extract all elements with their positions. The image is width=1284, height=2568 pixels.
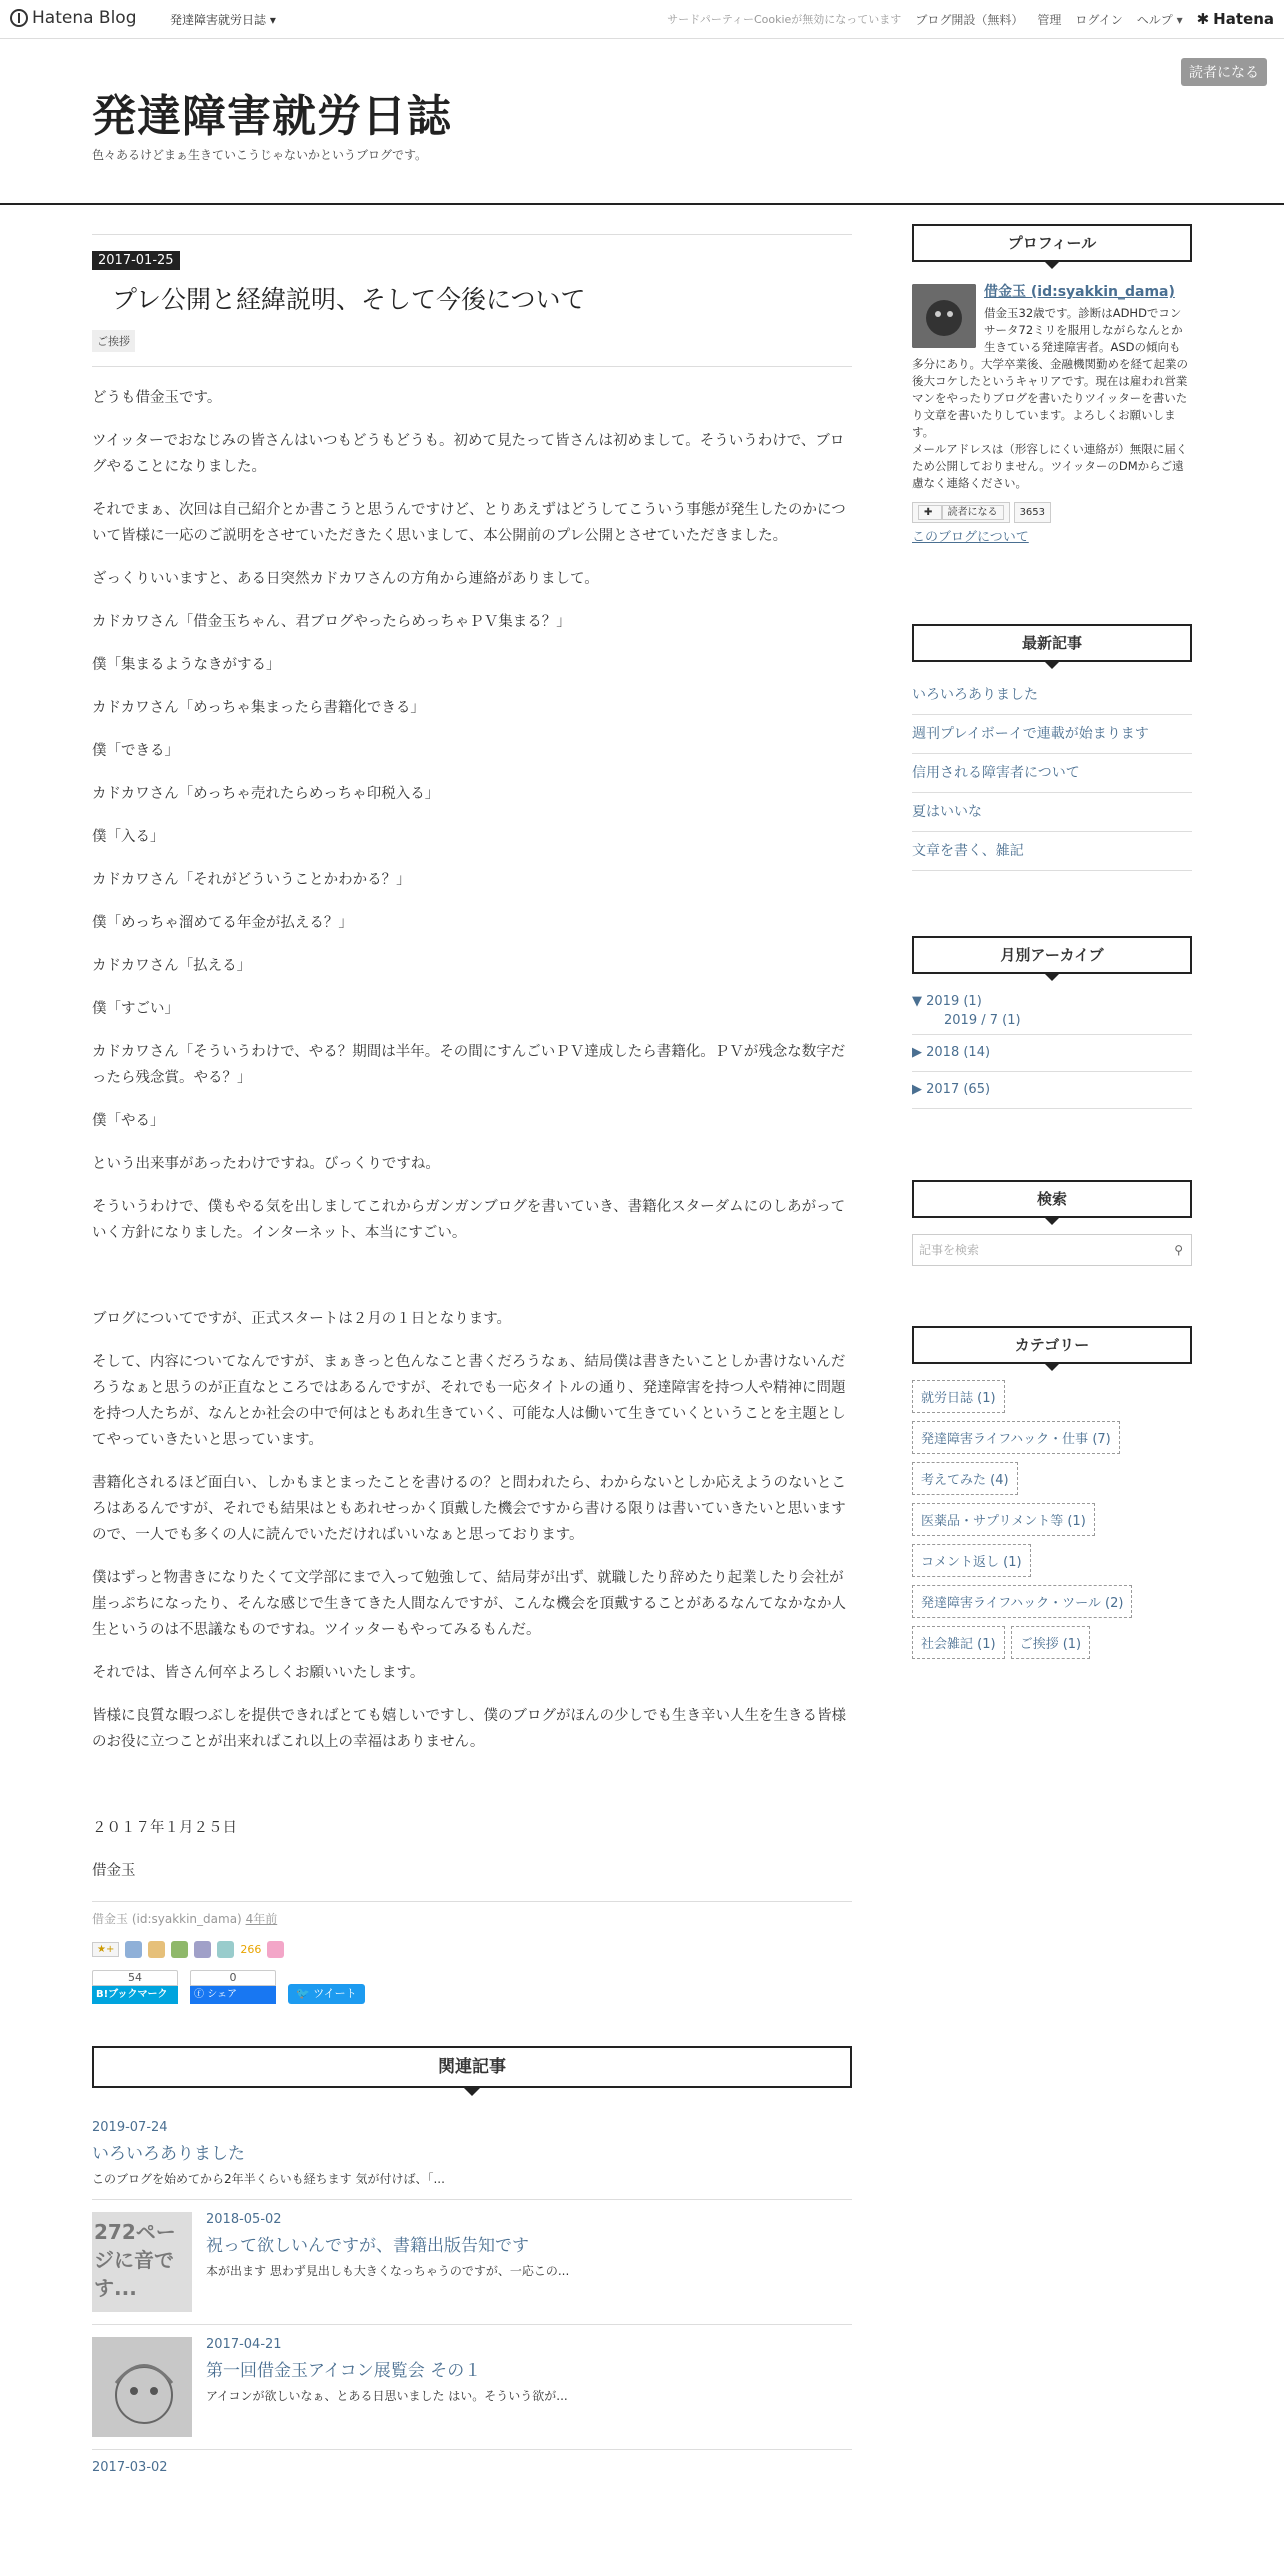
help-menu[interactable]: ヘルプ ▾ [1136, 12, 1183, 27]
archive-month-2019-7[interactable]: 2019 / 7 (1) [944, 1013, 1021, 1028]
article-paragraph: カドカワさん「そういうわけで、やる？期間は半年。その間にすんごいＰＶ達成したら書籍化。ＰＶが残念な数字だったら残念賞。やる？」 [92, 1044, 846, 1086]
facebook-widget[interactable] [190, 1970, 276, 2004]
related-thumbnail[interactable]: 272ページに音です... [92, 2212, 192, 2312]
hatena-star-icon: ✱ [1196, 10, 1210, 28]
plus-icon: ✚ [918, 505, 942, 520]
related-heading: 関連記事 [92, 2046, 852, 2088]
related-item[interactable] [92, 2108, 852, 2200]
archive-module [912, 936, 1192, 1109]
star-user-icon[interactable] [171, 1941, 188, 1958]
article-footer [92, 1910, 852, 1927]
icon-drawing-thumbnail [94, 2343, 192, 2437]
time-ago[interactable]: 4年前 [245, 1912, 278, 1926]
reader-widget [912, 502, 1051, 523]
related-title[interactable]: いろいろありました [92, 2144, 245, 2164]
search-module [912, 1180, 1192, 1266]
subscribe-button[interactable]: 読者になる [1181, 58, 1267, 86]
tweet-button[interactable] [288, 1984, 365, 2004]
article-paragraph: 僕「やる」 [92, 1113, 165, 1129]
article-date[interactable]: 2017-01-25 [92, 251, 180, 270]
article-paragraph: という出来事があったわけですね。びっくりですね。 [92, 1156, 440, 1172]
related-excerpt: アイコンが欲しいなぁ、とある日思いました はい。そういう欲が... [206, 2389, 568, 2403]
related-date[interactable]: 2017-03-02 [92, 2460, 168, 2475]
category-tag[interactable]: 発達障害ライフハック・ツール (2) [912, 1585, 1132, 1618]
related-title[interactable]: 第一回借金玉アイコン展覧会 その１ [206, 2361, 482, 2381]
archive-year-2017[interactable]: ▶ 2017 (65) [912, 1072, 1192, 1109]
search-input[interactable] [912, 1234, 1192, 1266]
star-user-icon[interactable] [125, 1941, 142, 1958]
related-date[interactable]: 2017-04-21 [206, 2337, 282, 2352]
article-paragraph: ２０１７年１月２５日 [92, 1820, 237, 1836]
hatena-blog-logo[interactable] [10, 8, 137, 28]
article-paragraph: 僕「集まるようなきがする」 [92, 657, 281, 673]
category-list [912, 1380, 1192, 1659]
article-paragraph: カドカワさん「めっちゃ売れたらめっちゃ印税入る」 [92, 786, 440, 802]
global-header [0, 0, 1284, 39]
sidebar-subscribe-button[interactable] [912, 502, 1010, 523]
category-tag[interactable]: 医薬品・サプリメント等 (1) [912, 1503, 1095, 1536]
hatena-link[interactable] [1197, 10, 1274, 28]
article-paragraph: カドカワさん「それがどういうことかわかる？」 [92, 872, 411, 888]
star-area [92, 1941, 852, 1958]
article-paragraph: それでは、皆さん何卒よろしくお願いいたします。 [92, 1665, 425, 1681]
profile-body [912, 284, 1192, 546]
article-paragraph [92, 1263, 852, 1289]
article-paragraph: 僕はずっと物書きになりたくて文学部にまで入って勉強して、結局芽が出ず、就職したり辞めたり起業したり会社が崖っぷちになったり、そんな感じで生きてきた人間なんですが、こんな機会を頂戴することがあるなんてなかなか人生というのは不思議なものですね。ツイッターもやってみるもんだ。 [92, 1570, 846, 1638]
article-paragraph: カドカワさん「借金玉ちゃん、君ブログやったらめっちゃＰＶ集まる？」 [92, 614, 571, 630]
archive-list [912, 994, 1192, 1109]
module-title: カテゴリー [912, 1326, 1192, 1364]
category-module [912, 1326, 1192, 1659]
subscribe-label: 読者になる [942, 505, 1004, 520]
divider [92, 234, 852, 235]
recent-module [912, 624, 1192, 871]
related-item[interactable] [92, 2325, 852, 2450]
module-title: プロフィール [912, 224, 1192, 262]
author-link[interactable]: 借金玉 (id:syakkin_dama) [92, 1912, 242, 1926]
article-title[interactable]: プレ公開と経緯説明、そして今後について [112, 285, 586, 314]
related-list [92, 2108, 852, 2475]
share-count[interactable]: 0 [190, 1970, 276, 1986]
cookie-notice[interactable]: サードパーティーCookieが無効になっています [667, 13, 902, 26]
article-paragraph: どうも借金玉です。 [92, 390, 222, 406]
article-paragraph: それでまぁ、次回は自己紹介とか書こうと思うんですけど、とりあえずはどうしてこういう事態が発生したのかについて皆様に一応のご説明をさせていただきたく思いまして、本公開前のプレ公開とさせていただきました。 [92, 502, 846, 544]
blog-description: 色々あるけどまぁ生きていこうじゃないかというブログです。 [92, 148, 428, 162]
share-label: シェア [207, 1989, 237, 2000]
article-paragraph: そして、内容についてなんですが、まぁきっと色んなこと書くだろうなぁ、結局僕は書きたいことしか書けないんだろうなぁと思うのが正直なところではあるんですが、それでも一応タイトルの通り、発達障害を持つ人や精神に問題を持つ人たちが、なんとか社会の中で何はともあれ生きていく、可能な人は働いて生きていくということを主題としてやっていきたいと思っています。 [92, 1354, 846, 1448]
related-date[interactable]: 2018-05-02 [206, 2212, 282, 2227]
module-title: 月別アーカイブ [912, 936, 1192, 974]
archive-year-2018[interactable]: ▶ 2018 (14) [912, 1035, 1192, 1072]
recent-list [912, 676, 1192, 871]
divider [92, 1901, 852, 1902]
module-title: 検索 [912, 1180, 1192, 1218]
article-category[interactable]: ご挨拶 [92, 330, 135, 352]
recent-entry[interactable]: いろいろありました [912, 676, 1192, 715]
article-paragraph: 僕「めっちゃ溜めてる年金が払える？」 [92, 915, 353, 931]
category-tag[interactable]: 発達障害ライフハック・仕事 (7) [912, 1421, 1120, 1454]
about-blog-link[interactable]: このブログについて [912, 530, 1029, 545]
article-column [92, 234, 852, 2475]
reader-count[interactable]: 3653 [1014, 502, 1051, 523]
profile-bio: 借金玉32歳です。診断はADHDでコンサータ72ミリを服用しながらなんとか生きている発達障害者。ASDの傾向も多分にあり。大学卒業後、金融機関勤めを経て起業の後大コケしたというキャリアです。現在は雇われ営業マンをやったりブログを書いたりツイッターを書いたり文章を書いたりしています。よろしくお願いします。 [912, 306, 1188, 439]
article-paragraph: ツイッターでおなじみの皆さんはいつもどうもどうも。初めて見たって皆さんは初めまして。そういうわけで、ブログやることになりました。 [92, 433, 845, 475]
recent-entry[interactable]: 文章を書く、雑記 [912, 832, 1192, 871]
login-link[interactable]: ログイン [1075, 12, 1123, 27]
blog-header [0, 38, 1284, 205]
article-paragraph: ブログについてですが、正式スタートは２月の１日となります。 [92, 1311, 512, 1327]
profile-name[interactable]: 借金玉 (id:syakkin_dama) [984, 284, 1175, 300]
open-blog-link[interactable]: ブログ開設（無料） [915, 12, 1024, 27]
article-paragraph: 僕「できる」 [92, 743, 179, 759]
admin-link[interactable]: 管理 [1037, 12, 1062, 27]
related-excerpt: このブログを始めてから2年半くらいも経ちます 気が付けば、「... [92, 2172, 445, 2186]
article-paragraph: 僕「すごい」 [92, 1001, 179, 1017]
profile-avatar[interactable] [912, 284, 976, 348]
add-star-button[interactable]: ★+ [92, 1942, 119, 1957]
tweet-label: ツイート [313, 1987, 357, 2000]
star-user-icon[interactable] [217, 1941, 234, 1958]
article-paragraph: 皆様に良質な暇つぶしを提供できればとても嬉しいですし、僕のブログがほんの少しでも生き辛い人生を生きる皆様のお役に立つことが出来ればこれ以上の幸福はありません。 [92, 1708, 846, 1750]
article-paragraph: カドカワさん「払える」 [92, 958, 252, 974]
profile-module [912, 224, 1192, 546]
article-paragraph: 僕「入る」 [92, 829, 165, 845]
category-tag[interactable]: 考えてみた (4) [912, 1462, 1018, 1495]
facebook-share-button[interactable] [190, 1986, 276, 2004]
star-count[interactable]: 266 [240, 1943, 262, 1956]
related-thumbnail[interactable] [92, 2337, 192, 2437]
category-tag[interactable]: コメント返し (1) [912, 1544, 1031, 1577]
related-excerpt: 本が出ます 思わず見出しも大きくなっちゃうのですが、一応この... [206, 2264, 570, 2278]
category-tag[interactable]: ご挨拶 (1) [1011, 1626, 1091, 1659]
recent-entry[interactable]: 信用される障害者について [912, 754, 1192, 793]
article-body [92, 385, 852, 1884]
hatena-logo-icon [10, 9, 28, 27]
related-date[interactable]: 2019-07-24 [92, 2120, 168, 2135]
logo-text: Hatena Blog [32, 8, 137, 28]
recent-entry[interactable]: 週刊プレイボーイで連載が始まります [912, 715, 1192, 754]
divider [92, 366, 852, 367]
profile-mail-note: メールアドレスは（形容しにくい連絡が）無限に届くため公開しておりません。ツイッターのDMからご遠慮なく連絡ください。 [912, 442, 1188, 490]
avatar-image [912, 284, 976, 348]
facebook-icon: ⓕ [194, 1989, 208, 2000]
article-paragraph: そういうわけで、僕もやる気を出しましてこれからガンガンブログを書いていき、書籍化スターダムにのしあがっていく方針になりました。インターネット、本当にすごい。 [92, 1199, 846, 1241]
article-paragraph [92, 1772, 852, 1798]
category-tag[interactable]: 社会雑記 (1) [912, 1626, 1005, 1659]
related-item[interactable] [92, 2200, 852, 2325]
star-user-icon[interactable] [148, 1941, 165, 1958]
article-paragraph: 借金玉 [92, 1863, 136, 1879]
bookmark-count[interactable]: 54 [92, 1970, 178, 1986]
search-icon[interactable]: ⚲ [1174, 1243, 1183, 1257]
hatena-text: Hatena [1213, 10, 1274, 28]
share-buttons [92, 1970, 852, 2004]
related-title[interactable]: 祝って欲しいんですが、書籍出版告知です [206, 2236, 529, 2256]
twitter-icon: 🐦 [296, 1987, 314, 2000]
article-paragraph: カドカワさん「めっちゃ集まったら書籍化できる」 [92, 700, 425, 716]
star-user-icon[interactable] [194, 1941, 211, 1958]
bookmark-button[interactable]: B!ブックマーク [92, 1986, 178, 2004]
blog-menu[interactable]: 発達障害就労日誌 ▾ [170, 13, 276, 27]
article-paragraph: 書籍化されるほど面白い、しかもまとまったことを書けるの？と問われたら、わからないとしか応えようのないところはあるんですが、それでも結果はともあれせっかく頂戴した機会ですから書ける限りは書いていきたいと思いますので、一人でも多くの人に読んでいただければいいなぁと思っております。 [92, 1475, 846, 1543]
recent-entry[interactable]: 夏はいいな [912, 793, 1192, 832]
category-tag[interactable]: 就労日誌 (1) [912, 1380, 1005, 1413]
blog-title[interactable]: 発達障害就労日誌 [92, 91, 452, 142]
star-user-icon[interactable] [267, 1941, 284, 1958]
hatena-bookmark-widget[interactable] [92, 1970, 178, 2004]
search-placeholder: 記事を検索 [919, 1243, 980, 1257]
archive-year-2019[interactable]: ▼ 2019 (1) [912, 994, 982, 1009]
module-title: 最新記事 [912, 624, 1192, 662]
article-paragraph: ざっくりいいますと、ある日突然カドカワさんの方角から連絡がありまして。 [92, 571, 599, 587]
